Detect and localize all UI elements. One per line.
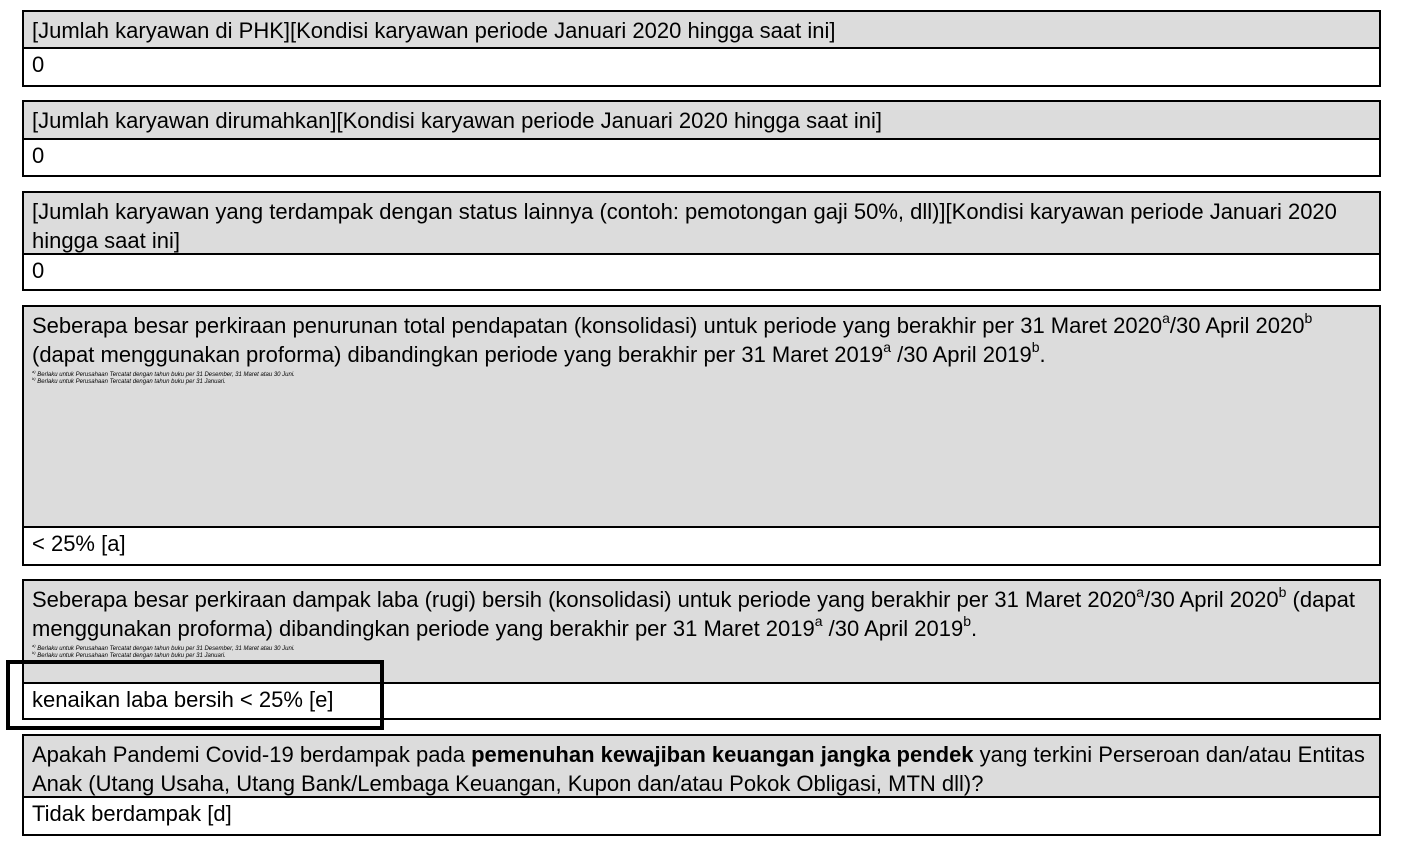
question-label: [Jumlah karyawan yang terdampak dengan status lainnya (contoh: pemotongan gaji 50%, dll)][Kondisi karyawan periode Januari 2020 hingga saat ini]	[24, 193, 1379, 255]
answer-value: 0	[24, 49, 1379, 85]
footnote-b	[32, 376, 1371, 386]
footnote-b-text: Berlaku untuk Perusahaan Tercatat dengan tahun buku per 31 Januari.	[35, 653, 226, 659]
footnote-list	[32, 643, 1371, 660]
question-text: (dapat menggunakan proforma) dibandingkan periode yang berakhir per 31 Maret 2019	[32, 342, 884, 367]
footnote-b	[32, 650, 1371, 660]
question-text: .	[971, 616, 978, 641]
question-block-phk	[22, 10, 1381, 87]
footnote-a-text: Berlaku untuk Perusahaan Tercatat dengan tahun buku per 31 Desember, 31 Maret atau 30 Juni.	[35, 372, 295, 378]
question-label: [Jumlah karyawan dirumahkan][Kondisi karyawan periode Januari 2020 hingga saat ini]	[24, 102, 1379, 140]
highlight-box	[6, 660, 384, 730]
question-block-pendapatan	[22, 305, 1381, 566]
question-text: .	[1039, 342, 1046, 367]
footnote-a	[32, 369, 1371, 379]
question-block-kewajiban-keuangan	[22, 734, 1381, 836]
question-text: /30 April 2019	[891, 342, 1032, 367]
footnote-a-mark: a)	[32, 643, 36, 648]
superscript-a: a	[1162, 309, 1170, 326]
superscript-a: a	[814, 612, 823, 629]
question-label: [Jumlah karyawan di PHK][Kondisi karyawan periode Januari 2020 hingga saat ini]	[24, 12, 1379, 49]
question-text: /30 April 2020	[1169, 313, 1305, 338]
question-text: Apakah Pandemi Covid-19 berdampak pada	[32, 742, 472, 767]
answer-value: 0	[24, 140, 1379, 175]
question-text: Seberapa besar perkiraan dampak laba (rugi) bersih (konsolidasi) untuk periode yang berakhir per 31 Maret 2020	[32, 587, 1137, 612]
answer-value: < 25% [a]	[24, 528, 1379, 564]
question-label	[24, 736, 1379, 798]
question-bold-text: pemenuhan kewajiban keuangan jangka pendek	[471, 742, 974, 767]
answer-value: kenaikan laba bersih < 25% [e]	[24, 684, 1379, 718]
superscript-b: b	[1031, 338, 1040, 355]
superscript-b: b	[1278, 583, 1287, 600]
answer-value: Tidak berdampak [d]	[24, 798, 1379, 834]
question-text: (dapat menggunakan proforma) dibandingkan periode yang berakhir per 31 Maret 2019	[32, 587, 1355, 641]
footnote-a	[32, 643, 1371, 653]
question-text: yang terkini Perseroan dan/atau Entitas Anak (Utang Usaha, Utang Bank/Lembaga Keuangan, Kupon dan/atau Pokok Obligasi, MTN dll)?	[32, 742, 1365, 796]
question-block-status-lainnya	[22, 191, 1381, 291]
question-text: /30 April 2019	[822, 616, 964, 641]
footnote-a-text: Berlaku untuk Perusahaan Tercatat dengan tahun buku per 31 Desember, 31 Maret atau 30 Juni.	[35, 646, 295, 652]
superscript-b: b	[1304, 309, 1313, 326]
question-block-dirumahkan	[22, 100, 1381, 177]
question-label	[24, 307, 1379, 528]
answer-value: 0	[24, 255, 1379, 289]
question-text: Seberapa besar perkiraan penurunan total pendapatan (konsolidasi) untuk periode yang berakhir per 31 Maret 2020	[32, 313, 1163, 338]
footnote-b-text: Berlaku untuk Perusahaan Tercatat dengan tahun buku per 31 Januari.	[35, 379, 226, 385]
footnote-list	[32, 369, 1371, 386]
superscript-a: a	[883, 338, 892, 355]
footnote-b-mark: b)	[32, 376, 36, 381]
superscript-b: b	[963, 612, 971, 629]
footnote-b-mark: b)	[32, 650, 36, 655]
superscript-a: a	[1136, 583, 1145, 600]
question-text: /30 April 2020	[1144, 587, 1279, 612]
footnote-a-mark: a)	[32, 369, 36, 374]
